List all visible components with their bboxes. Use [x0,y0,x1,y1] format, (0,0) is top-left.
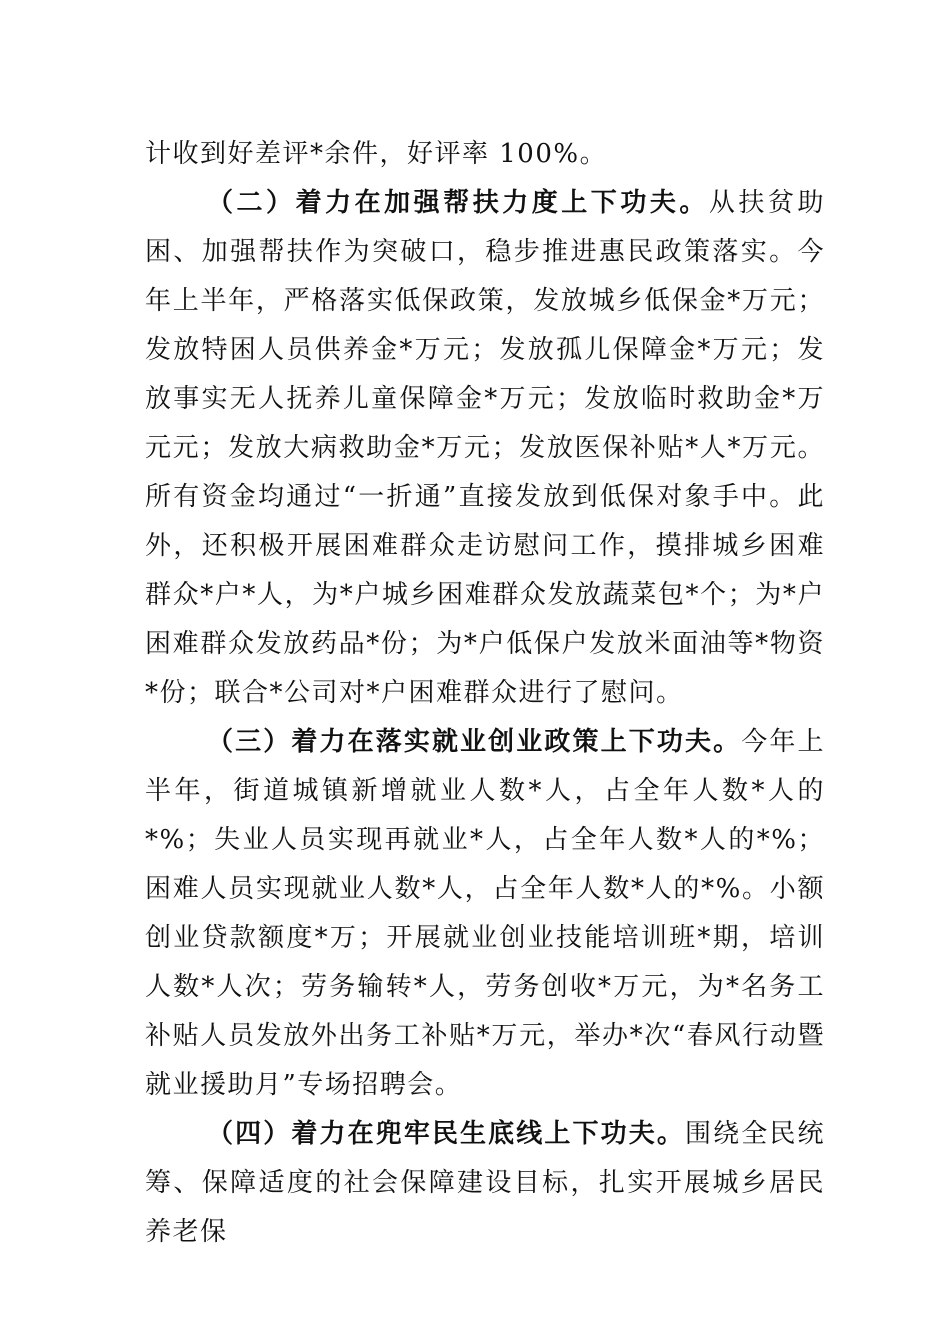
paragraph-section-4 [145,1110,825,1257]
paragraph-continuation [145,130,825,179]
paragraph-section-3 [145,718,825,1110]
section-heading: （四）着力在兜牢民生底线上下功夫。 [207,1119,685,1149]
paragraph-text: 从扶贫助困、加强帮扶作为突破口，稳步推进惠民政策落实。今年上半年，严格落实低保政策，发放城乡低保金*万元；发放特困人员供养金*万元；发放孤儿保障金*万元；发放事实无人抚养儿童保障金*万元；发放临时救助金*万元元；发放大病救助金*万元；发放医保补贴*人*万元。所有资金均通过“一折通”直接发放到低保对象手中。此外，还积极开展困难群众走访慰问工作，摸排城乡困难群众*户*人，为*户城乡困难群众发放蔬菜包*个；为*户困难群众发放药品*份；为*户低保户发放米面油等*物资*份；联合*公司对*户困难群众进行了慰问。 [145,188,825,708]
section-heading: （三）着力在落实就业创业政策上下功夫。 [207,727,742,757]
paragraph-text: 计收到好差评*余件，好评率 100%。 [145,139,608,169]
paragraph-section-2 [145,179,825,718]
document-body [145,130,825,1257]
paragraph-text: 围绕全民统筹、保障适度的社会保障建设目标，扎实开展城乡居民养老保 [145,1119,825,1247]
section-heading: （二）着力在加强帮扶力度上下功夫。 [207,188,709,218]
paragraph-text: 今年上半年，街道城镇新增就业人数*人，占全年人数*人的*%；失业人员实现再就业*人，占全年人数*人的*%；困难人员实现就业人数*人，占全年人数*人的*%。小额创业贷款额度*万；开展就业创业技能培训班*期，培训人数*人次；劳务输转*人，劳务创收*万元，为*名务工补贴人员发放外出务工补贴*万元，举办*次“春风行动暨就业援助月”专场招聘会。 [145,727,825,1100]
